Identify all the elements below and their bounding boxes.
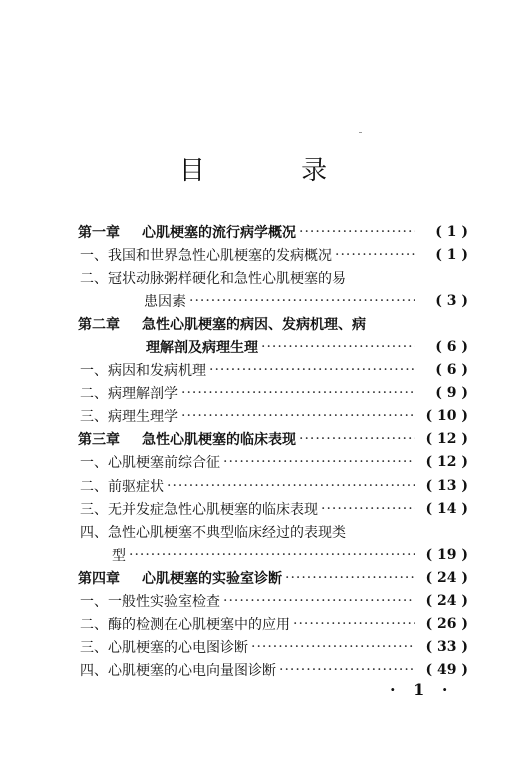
chapter-number: 第一章 <box>78 224 120 241</box>
toc-section-row <box>78 382 468 405</box>
dot-leader <box>285 570 415 586</box>
section-number: 一、 <box>80 247 108 264</box>
section-number: 一、 <box>80 363 108 380</box>
table-of-contents <box>78 220 468 682</box>
toc-entry-title: 患因素 <box>144 293 186 310</box>
toc-page-number: ( 12 ) <box>425 431 468 448</box>
toc-page-number: ( 19 ) <box>425 546 468 563</box>
toc-entry-title: 冠状动脉粥样硬化和急性心肌梗塞的易 <box>108 270 346 287</box>
toc-entry-title: 急性心肌梗塞的病因、发病机理、病 <box>142 316 366 333</box>
toc-page-number: ( 49 ) <box>425 662 468 679</box>
toc-chapter-row <box>78 566 468 589</box>
toc-page-number: ( 6 ) <box>435 339 468 356</box>
toc-continuation-row <box>78 543 468 566</box>
toc-section-row <box>78 659 468 682</box>
dot-leader <box>293 616 415 632</box>
toc-entry-title: 型 <box>112 547 126 564</box>
section-number: 三、 <box>80 640 108 657</box>
page-title: 目 录 <box>178 156 372 186</box>
dot-leader <box>223 593 415 609</box>
dot-leader <box>261 339 415 355</box>
toc-page-number: ( 24 ) <box>425 569 468 586</box>
toc-section-row <box>78 474 468 497</box>
section-number: 三、 <box>80 501 108 518</box>
section-number: 三、 <box>80 409 108 426</box>
toc-entry-title: 病理生理学 <box>108 409 178 426</box>
dot-leader <box>181 408 415 424</box>
toc-page-number: ( 9 ) <box>435 385 468 402</box>
toc-entry-title: 心肌梗塞的实验室诊断 <box>142 570 282 587</box>
dot-leader <box>181 385 415 401</box>
dot-leader <box>189 293 415 309</box>
toc-section-row <box>78 590 468 613</box>
dot-leader <box>299 431 415 447</box>
toc-page-number: ( 24 ) <box>425 593 468 610</box>
dot-leader <box>167 478 415 494</box>
toc-section-row <box>78 405 468 428</box>
section-number: 二、 <box>80 478 108 495</box>
toc-page-number: ( 33 ) <box>425 639 468 656</box>
section-number: 四、 <box>80 524 108 541</box>
chapter-number: 第四章 <box>78 570 120 587</box>
scan-speck <box>359 132 362 133</box>
toc-entry-title: 酶的检测在心肌梗塞中的应用 <box>108 617 290 634</box>
toc-continuation-row <box>78 289 468 312</box>
toc-page-number: ( 14 ) <box>425 500 468 517</box>
dot-leader <box>279 662 415 678</box>
toc-entry-title: 心肌梗塞前综合征 <box>108 455 220 472</box>
dot-leader <box>209 362 415 378</box>
toc-entry-title: 无并发症急性心肌梗塞的临床表现 <box>108 501 318 518</box>
toc-page-number: ( 26 ) <box>425 616 468 633</box>
page-number: · 1 · <box>390 680 454 699</box>
toc-page-number: ( 13 ) <box>425 477 468 494</box>
section-number: 二、 <box>80 270 108 287</box>
toc-entry-title: 前驱症状 <box>108 478 164 495</box>
dot-leader <box>223 454 415 470</box>
toc-chapter-row <box>78 220 468 243</box>
toc-section-row <box>78 520 468 543</box>
toc-chapter-row <box>78 428 468 451</box>
toc-entry-title: 我国和世界急性心肌梗塞的发病概况 <box>108 247 332 264</box>
section-number: 一、 <box>80 455 108 472</box>
toc-entry-title: 心肌梗塞的流行病学概况 <box>142 224 296 241</box>
dot-leader <box>299 224 415 240</box>
dot-leader <box>335 247 415 263</box>
toc-entry-title: 理解剖及病理生理 <box>146 340 258 357</box>
chapter-number: 第二章 <box>78 316 120 333</box>
dot-leader <box>251 639 415 655</box>
toc-entry-title: 心肌梗塞的心电图诊断 <box>108 640 248 657</box>
toc-section-row <box>78 497 468 520</box>
toc-section-row <box>78 359 468 382</box>
toc-entry-title: 病理解剖学 <box>108 386 178 403</box>
section-number: 二、 <box>80 617 108 634</box>
section-number: 二、 <box>80 386 108 403</box>
toc-section-row <box>78 266 468 289</box>
dot-leader <box>129 547 415 563</box>
section-number: 一、 <box>80 594 108 611</box>
toc-page-number: ( 3 ) <box>435 292 468 309</box>
toc-entry-title: 心肌梗塞的心电向量图诊断 <box>108 663 276 680</box>
dot-leader <box>321 501 415 517</box>
toc-page-number: ( 12 ) <box>425 454 468 471</box>
toc-page-number: ( 1 ) <box>435 223 468 240</box>
toc-section-row <box>78 636 468 659</box>
toc-page-number: ( 6 ) <box>435 362 468 379</box>
toc-entry-title: 一般性实验室检查 <box>108 594 220 611</box>
section-number: 四、 <box>80 663 108 680</box>
toc-section-row <box>78 243 468 266</box>
toc-continuation-row <box>78 335 468 358</box>
toc-page-number: ( 1 ) <box>435 246 468 263</box>
toc-section-row <box>78 613 468 636</box>
toc-page-number: ( 10 ) <box>425 408 468 425</box>
toc-entry-title: 急性心肌梗塞的临床表现 <box>142 432 296 449</box>
chapter-number: 第三章 <box>78 432 120 449</box>
toc-chapter-row <box>78 312 468 335</box>
toc-entry-title: 病因和发病机理 <box>108 363 206 380</box>
toc-entry-title: 急性心肌梗塞不典型临床经过的表现类 <box>108 524 346 541</box>
toc-section-row <box>78 451 468 474</box>
